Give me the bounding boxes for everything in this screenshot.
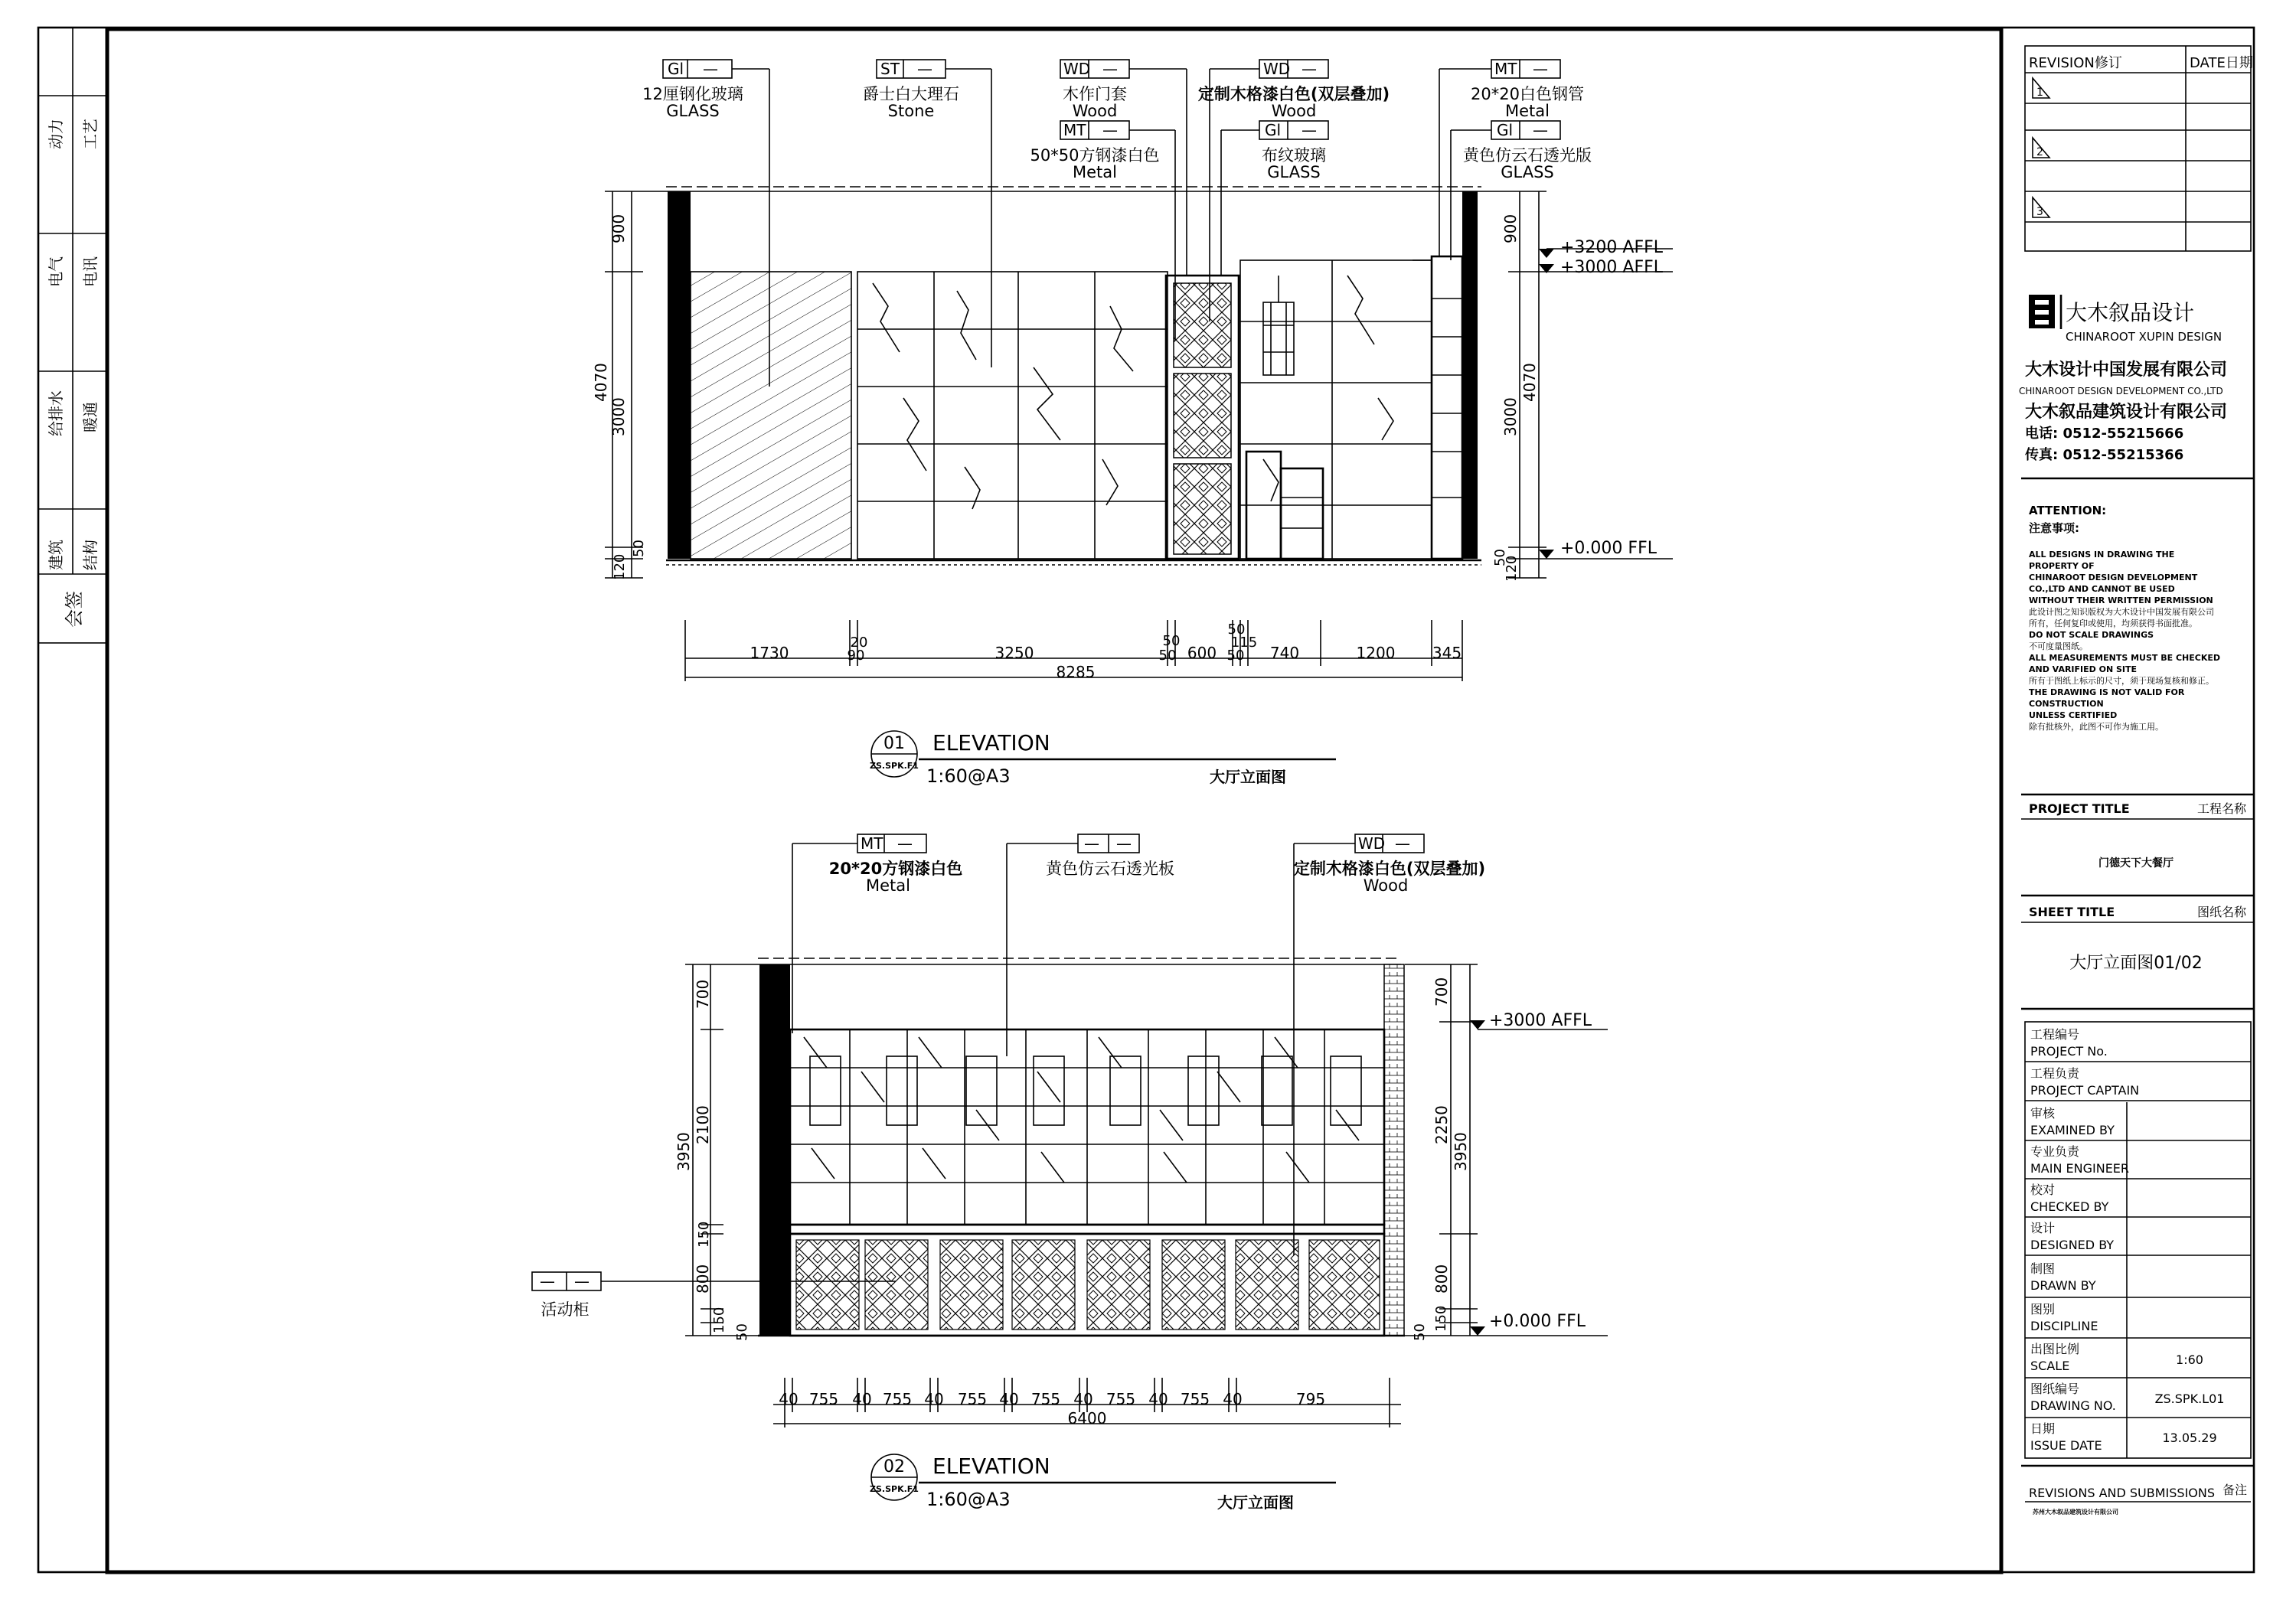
discipline-plumbing: 给排水	[47, 390, 65, 436]
inner-frame	[107, 29, 2001, 1572]
sheet-title-label-cn: 图纸名称	[2197, 905, 2247, 919]
elevation-02	[532, 834, 1608, 1512]
wall-right-2	[1384, 964, 1404, 1336]
display-grid	[790, 1029, 1384, 1225]
svg-text:3950: 3950	[1452, 1132, 1470, 1171]
svg-text:图别: 图别	[2030, 1302, 2056, 1317]
svg-text:40: 40	[1073, 1390, 1093, 1408]
svg-text:50: 50	[631, 540, 647, 557]
svg-text:出图比例: 出图比例	[2030, 1342, 2080, 1356]
svg-text:755: 755	[808, 1390, 839, 1408]
svg-text:AND VARIFIED ON SITE: AND VARIFIED ON SITE	[2029, 664, 2138, 674]
svg-text:木作门套: 木作门套	[1063, 85, 1127, 103]
svg-text:EXAMINED BY: EXAMINED BY	[2030, 1123, 2115, 1137]
svg-text:4070: 4070	[592, 363, 610, 402]
project-title-label: PROJECT TITLE	[2029, 801, 2130, 816]
svg-text:Stone: Stone	[887, 102, 935, 120]
svg-text:6400: 6400	[1067, 1409, 1107, 1427]
svg-text:大木叙品设计: 大木叙品设计	[2066, 300, 2195, 325]
svg-text:Metal: Metal	[866, 876, 910, 895]
svg-text:日期: 日期	[2030, 1421, 2056, 1436]
svg-text:CO.,LTD AND CANNOT BE USED: CO.,LTD AND CANNOT BE USED	[2029, 584, 2175, 594]
svg-text:50: 50	[1226, 648, 1245, 664]
material-tag-2-01	[792, 834, 962, 1033]
discipline-architecture: 建筑	[47, 540, 65, 570]
svg-text:—: —	[1302, 60, 1317, 78]
svg-text:50*50方钢漆白色: 50*50方钢漆白色	[1030, 146, 1160, 165]
elevation-01	[592, 60, 1673, 787]
attention-notes	[2029, 550, 2220, 732]
svg-text:CONSTRUCTION: CONSTRUCTION	[2029, 699, 2104, 709]
svg-text:—: —	[1116, 834, 1132, 853]
svg-text:40: 40	[852, 1390, 872, 1408]
svg-text:GLASS: GLASS	[1501, 163, 1554, 181]
material-tag-02	[863, 60, 991, 367]
svg-text:150: 150	[696, 1221, 712, 1248]
svg-text:DO NOT SCALE DRAWINGS: DO NOT SCALE DRAWINGS	[2029, 630, 2154, 640]
svg-text:WD: WD	[1063, 60, 1091, 78]
svg-text:—: —	[917, 60, 932, 78]
svg-text:345: 345	[1432, 644, 1462, 662]
svg-text:ZS.SPK.L01: ZS.SPK.L01	[2154, 1392, 2225, 1406]
svg-text:+0.000 FFL: +0.000 FFL	[1489, 1312, 1586, 1331]
svg-text:90: 90	[847, 648, 865, 664]
svg-text:900: 900	[609, 214, 628, 243]
svg-text:定制木格漆白色(双层叠加): 定制木格漆白色(双层叠加)	[1197, 85, 1390, 103]
svg-text:ALL DESIGNS IN DRAWING THE: ALL DESIGNS IN DRAWING THE	[2029, 550, 2175, 560]
level-markers-02	[1470, 1011, 1608, 1336]
outer-frame	[38, 28, 2254, 1572]
attention-title-cn: 注意事项:	[2029, 521, 2079, 535]
lattice-door	[1166, 276, 1239, 559]
sign-off-title: 会签	[64, 591, 85, 628]
company-name-en: CHINAROOT DESIGN DEVELOPMENT CO.,LTD	[2019, 386, 2223, 396]
svg-text:DISCIPLINE: DISCIPLINE	[2030, 1319, 2098, 1333]
pendant-lamps-icon	[810, 1056, 1361, 1125]
svg-text:所有于图纸上标示的尺寸，须于现场复核和修正。: 所有于图纸上标示的尺寸，须于现场复核和修正。	[2029, 676, 2214, 686]
svg-text:—: —	[1302, 121, 1317, 139]
svg-text:大厅立面图: 大厅立面图	[1210, 768, 1286, 786]
svg-text:800: 800	[1432, 1264, 1451, 1294]
svg-text:ELEVATION: ELEVATION	[932, 730, 1050, 755]
svg-text:1:60: 1:60	[2176, 1352, 2203, 1367]
svg-text:2100: 2100	[694, 1105, 712, 1144]
svg-text:ALL MEASUREMENTS MUST BE CHECK: ALL MEASUREMENTS MUST BE CHECKED	[2029, 653, 2220, 663]
svg-text:SCALE: SCALE	[2030, 1359, 2070, 1373]
svg-text:120: 120	[1504, 555, 1520, 582]
svg-text:定制木格漆白色(双层叠加): 定制木格漆白色(双层叠加)	[1293, 860, 1486, 878]
svg-text:MAIN ENGINEER: MAIN ENGINEER	[2030, 1161, 2130, 1176]
svg-text:1730: 1730	[750, 644, 789, 662]
svg-text:黄色仿云石透光板: 黄色仿云石透光板	[1046, 860, 1174, 878]
svg-text:40: 40	[1148, 1390, 1168, 1408]
left-dimensions-01	[592, 191, 666, 580]
level-markers-01	[1539, 238, 1673, 559]
company-tel: 电话: 0512-55215666	[2025, 426, 2184, 442]
svg-text:PROJECT No.: PROJECT No.	[2030, 1044, 2108, 1059]
svg-text:1: 1	[2036, 86, 2043, 99]
svg-text:WITHOUT THEIR WRITTEN PERMISSI: WITHOUT THEIR WRITTEN PERMISSION	[2029, 595, 2213, 605]
material-tag-06	[1221, 121, 1328, 276]
svg-text:黄色仿云石透光版: 黄色仿云石透光版	[1463, 146, 1592, 165]
svg-text:700: 700	[694, 979, 712, 1009]
stone-wall	[857, 272, 1168, 559]
svg-text:—: —	[1533, 121, 1548, 139]
svg-text:50: 50	[1162, 633, 1181, 649]
svg-text:50: 50	[1158, 648, 1177, 664]
pendant-lamp-icon	[1263, 276, 1294, 375]
svg-text:Gl: Gl	[1497, 121, 1514, 139]
svg-text:WD: WD	[1263, 60, 1291, 78]
svg-text:20*20方钢漆白色: 20*20方钢漆白色	[828, 860, 963, 878]
svg-text:WD: WD	[1358, 834, 1386, 853]
lattice-cabinets	[790, 1234, 1384, 1336]
svg-text:600: 600	[1187, 644, 1217, 662]
svg-text:700: 700	[1432, 977, 1451, 1007]
discipline-hvac: 暖通	[81, 402, 100, 432]
svg-text:MT: MT	[1063, 121, 1086, 139]
svg-text:—: —	[540, 1272, 555, 1290]
svg-text:—: —	[1102, 121, 1118, 139]
svg-text:爵士白大理石: 爵士白大理石	[863, 85, 959, 103]
svg-text:大厅立面图: 大厅立面图	[1217, 1493, 1294, 1512]
company-fax: 传真: 0512-55215366	[2025, 447, 2184, 463]
svg-text:THE DRAWING IS NOT VALID FOR: THE DRAWING IS NOT VALID FOR	[2029, 687, 2185, 697]
svg-text:+3000 AFFL: +3000 AFFL	[1560, 258, 1664, 277]
svg-text:02: 02	[883, 1457, 905, 1476]
discipline-structure: 结构	[81, 540, 100, 570]
svg-text:不可度量图纸。: 不可度量图纸。	[2029, 641, 2088, 651]
svg-text:50: 50	[1227, 622, 1246, 638]
svg-text:工程编号: 工程编号	[2030, 1027, 2080, 1042]
svg-text:+3200 AFFL: +3200 AFFL	[1560, 238, 1664, 257]
svg-text:Gl: Gl	[1265, 121, 1282, 139]
svg-text:UNLESS CERTIFIED: UNLESS CERTIFIED	[2029, 710, 2118, 720]
svg-text:图纸编号: 图纸编号	[2030, 1382, 2080, 1396]
svg-text:755: 755	[1106, 1390, 1136, 1408]
svg-text:PROPERTY OF: PROPERTY OF	[2029, 561, 2095, 571]
wall-left	[668, 191, 691, 559]
discipline-process: 工艺	[81, 119, 100, 149]
svg-text:DRAWING NO.: DRAWING NO.	[2030, 1398, 2116, 1413]
svg-text:3000: 3000	[1501, 397, 1520, 436]
svg-text:ST: ST	[880, 60, 900, 78]
svg-text:制图: 制图	[2030, 1261, 2056, 1276]
svg-text:CHINAROOT XUPIN DESIGN: CHINAROOT XUPIN DESIGN	[2066, 330, 2223, 344]
svg-text:除有批核外，此图不可作为施工用。: 除有批核外，此图不可作为施工用。	[2029, 722, 2164, 732]
svg-text:13.05.29: 13.05.29	[2162, 1431, 2217, 1445]
svg-text:ZS.SPK.F1: ZS.SPK.F1	[870, 1484, 919, 1494]
right-dimensions-01	[1481, 191, 1546, 582]
svg-text:ISSUE DATE: ISSUE DATE	[2030, 1438, 2102, 1453]
svg-text:740: 740	[1269, 644, 1300, 662]
svg-text:50: 50	[1412, 1323, 1428, 1341]
svg-text:+3000 AFFL: +3000 AFFL	[1489, 1011, 1592, 1030]
svg-text:工程负责: 工程负责	[2030, 1066, 2080, 1081]
material-tag-2-02	[1007, 834, 1174, 1056]
revisions-label: REVISIONS AND SUBMISSIONS	[2029, 1486, 2216, 1500]
svg-text:Wood: Wood	[1363, 876, 1409, 895]
discipline-power: 动力	[47, 119, 65, 149]
svg-text:ZS.SPK.F1: ZS.SPK.F1	[870, 761, 919, 771]
svg-text:校对: 校对	[2030, 1183, 2056, 1197]
svg-text:CHECKED BY: CHECKED BY	[2030, 1199, 2109, 1214]
elevation-title-01	[870, 730, 1336, 787]
bottom-dimensions-01	[685, 620, 1462, 681]
footer-company: 苏州大木叙品建筑设计有限公司	[2033, 1509, 2118, 1516]
svg-text:795: 795	[1295, 1390, 1326, 1408]
svg-text:40: 40	[924, 1390, 944, 1408]
svg-text:1200: 1200	[1356, 644, 1396, 662]
svg-text:MT: MT	[1494, 60, 1517, 78]
svg-text:—: —	[1395, 834, 1410, 853]
svg-text:—: —	[703, 60, 718, 78]
bottom-dimensions-02	[773, 1378, 1401, 1427]
date-header: DATE日期	[2190, 55, 2253, 71]
title-block	[2019, 46, 2254, 1516]
left-dimensions-02	[674, 964, 758, 1341]
svg-text:150: 150	[1433, 1305, 1449, 1332]
svg-text:50: 50	[734, 1323, 750, 1341]
sheet-title-label: SHEET TITLE	[2029, 905, 2115, 919]
svg-text:Metal: Metal	[1073, 163, 1117, 181]
svg-text:Wood: Wood	[1072, 102, 1118, 120]
revision-header: REVISION修订	[2029, 55, 2122, 71]
discipline-electrical: 电气	[47, 256, 65, 287]
svg-text:PROJECT CAPTAIN: PROJECT CAPTAIN	[2030, 1083, 2140, 1098]
svg-text:Metal: Metal	[1505, 102, 1550, 120]
svg-text:40: 40	[1223, 1390, 1243, 1408]
discipline-telecom: 电讯	[81, 256, 100, 287]
svg-text:20*20白色钢管: 20*20白色钢管	[1471, 85, 1584, 103]
svg-text:755: 755	[882, 1390, 913, 1408]
svg-text:40: 40	[779, 1390, 799, 1408]
svg-text:3: 3	[2036, 206, 2043, 218]
material-tag-05	[1198, 60, 1390, 321]
svg-text:2: 2	[2036, 146, 2043, 158]
svg-text:ELEVATION: ELEVATION	[932, 1454, 1050, 1479]
svg-text:115: 115	[1230, 635, 1258, 651]
svg-text:所有，任何复印或使用，均须获得书面批准。: 所有，任何复印或使用，均须获得书面批准。	[2029, 618, 2197, 628]
project-title-label-cn: 工程名称	[2197, 801, 2247, 816]
revisions-label-cn: 备注	[2223, 1483, 2248, 1497]
svg-text:1:60@A3: 1:60@A3	[926, 765, 1011, 787]
revision-triangle-icon	[2033, 78, 2049, 218]
svg-text:755: 755	[1180, 1390, 1210, 1408]
svg-text:800: 800	[694, 1264, 712, 1294]
svg-text:01: 01	[883, 734, 905, 753]
svg-text:40: 40	[999, 1390, 1019, 1408]
elevation-title-02	[870, 1454, 1336, 1512]
svg-text:DRAWN BY: DRAWN BY	[2030, 1278, 2096, 1293]
svg-text:—: —	[574, 1272, 590, 1290]
svg-text:+0.000 FFL: +0.000 FFL	[1560, 539, 1657, 558]
glass-panel	[691, 272, 851, 559]
svg-text:布纹玻璃: 布纹玻璃	[1262, 146, 1326, 165]
svg-text:MT: MT	[861, 834, 883, 853]
wall-right	[1462, 191, 1478, 559]
wall-left-2	[759, 964, 790, 1336]
material-tag-04	[1030, 121, 1175, 341]
svg-text:1:60@A3: 1:60@A3	[926, 1489, 1011, 1510]
svg-text:—: —	[897, 834, 913, 853]
svg-text:—: —	[1533, 60, 1548, 78]
svg-text:755: 755	[957, 1390, 988, 1408]
svg-text:设计: 设计	[2030, 1221, 2056, 1235]
company-name-1: 大木设计中国发展有限公司	[2025, 361, 2228, 380]
svg-text:—: —	[1084, 834, 1099, 853]
svg-text:审核: 审核	[2030, 1106, 2056, 1121]
svg-text:12厘钢化玻璃: 12厘钢化玻璃	[642, 85, 743, 103]
svg-text:120: 120	[612, 553, 628, 580]
svg-text:—: —	[1102, 60, 1118, 78]
svg-text:3950: 3950	[674, 1132, 693, 1171]
project-name: 门德天下大餐厅	[2098, 857, 2174, 870]
svg-text:GLASS: GLASS	[1267, 163, 1321, 181]
svg-text:CHINAROOT DESIGN DEVELOPMENT: CHINAROOT DESIGN DEVELOPMENT	[2029, 573, 2198, 582]
svg-text:此设计图之知识版权为大木设计中国发展有限公司: 此设计图之知识版权为大木设计中国发展有限公司	[2029, 607, 2214, 617]
sheet-name: 大厅立面图01/02	[2069, 954, 2203, 973]
svg-text:2250: 2250	[1432, 1105, 1451, 1144]
svg-text:755: 755	[1030, 1390, 1061, 1408]
svg-text:50: 50	[1492, 549, 1508, 566]
svg-text:活动柜: 活动柜	[541, 1300, 590, 1319]
svg-text:Gl: Gl	[668, 60, 684, 78]
svg-text:150: 150	[711, 1307, 727, 1333]
sign-off-strip	[38, 28, 107, 643]
wine-shelf	[1413, 256, 1462, 559]
company-name-2: 大木叙品建筑设计有限公司	[2025, 403, 2228, 422]
svg-text:20: 20	[850, 635, 868, 651]
svg-text:4070: 4070	[1520, 363, 1539, 402]
svg-text:Wood: Wood	[1271, 102, 1317, 120]
right-dimensions-02	[1405, 964, 1478, 1341]
svg-text:专业负责: 专业负责	[2030, 1144, 2080, 1159]
stone-wall-right	[1240, 260, 1432, 559]
attention-title: ATTENTION:	[2029, 504, 2107, 517]
svg-text:8285: 8285	[1056, 663, 1096, 681]
svg-text:3000: 3000	[609, 397, 628, 436]
company-logo	[2029, 295, 2222, 344]
svg-text:GLASS: GLASS	[666, 102, 720, 120]
svg-text:DESIGNED BY: DESIGNED BY	[2030, 1238, 2115, 1252]
svg-text:3250: 3250	[994, 644, 1034, 662]
svg-text:900: 900	[1501, 214, 1520, 243]
